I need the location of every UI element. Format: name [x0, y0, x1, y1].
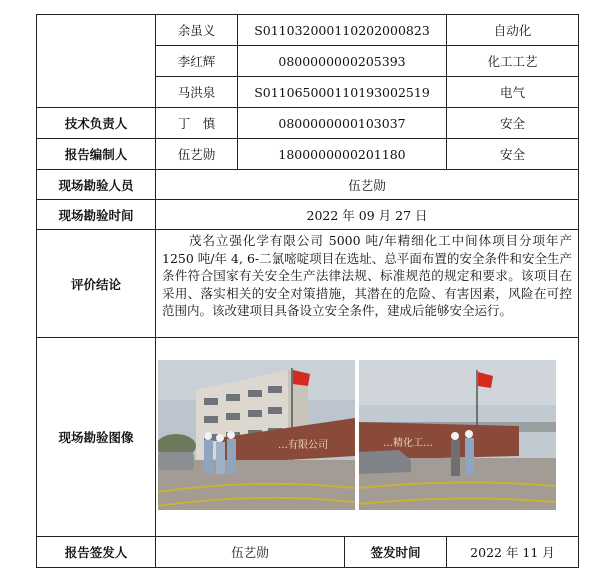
- car: [158, 452, 194, 470]
- issuer-split: [156, 537, 446, 567]
- site-time-label: 现场勘验时间: [37, 200, 156, 230]
- report-writer-name: 伍艺勋: [156, 139, 238, 170]
- report-writer-row: [37, 139, 579, 170]
- report-writer-specialty: 安全: [447, 139, 579, 170]
- site-photo-2: [359, 360, 556, 510]
- report-writer-label: 报告编制人: [37, 139, 156, 170]
- member-cert: 0800000000205393: [238, 46, 447, 77]
- car: [359, 450, 411, 474]
- gate-sign: …精化工…: [383, 438, 433, 449]
- signoff-time-label: 签发时间: [370, 545, 421, 560]
- site-photo-2-image: [359, 360, 556, 510]
- member-cert: S011032000110202000823: [238, 15, 447, 46]
- member-name: 余虽义: [156, 15, 238, 46]
- conclusion-text: 茂名立强化学有限公司 5000 吨/年精细化工中间体项目分项年产 1250 吨/年 4, 6-二氯嘧啶项目在选址、总平面布置的安全条件和安全生产条件符合国家有关安全生产法律法规、标准规范的规定和要求。该项目在采用、落实相关的安全对策措施，其潜在的危险、有害因素，风险在可控范围内。该改建项目具备设立安全条件，建成后能够安全运行。: [156, 230, 579, 338]
- technical-lead-name: 丁 慎: [156, 108, 238, 139]
- member-specialty: 自动化: [447, 15, 579, 46]
- technical-lead-row: [37, 108, 579, 139]
- team-row-1: [37, 15, 579, 46]
- site-inspector-value: 伍艺勋: [156, 170, 579, 200]
- site-inspector-row: [37, 170, 579, 200]
- site-inspector-label: 现场勘验人员: [37, 170, 156, 200]
- signoff-time-value: 2022 年 11 月: [447, 537, 579, 568]
- report-table: [36, 14, 579, 568]
- site-images-label: 现场勘验图像: [37, 338, 156, 537]
- issuer-label: 报告签发人: [37, 537, 156, 568]
- site-time-value: 2022 年 09 月 27 日: [156, 200, 579, 230]
- team-members-label-cell: [37, 15, 156, 108]
- issuer-name: [156, 537, 447, 568]
- member-specialty: 化工工艺: [447, 46, 579, 77]
- signoff-row: [37, 537, 579, 568]
- technical-lead-specialty: 安全: [447, 108, 579, 139]
- member-cert: S011065000110193002519: [238, 77, 447, 108]
- technical-lead-cert: 0800000000103037: [238, 108, 447, 139]
- issuer-name-text: 伍艺勋: [156, 537, 345, 567]
- site-photo-1-image: [158, 360, 355, 510]
- member-name: 马洪泉: [156, 77, 238, 108]
- site-images-row: [37, 338, 579, 537]
- conclusion-label: 评价结论: [37, 230, 156, 338]
- member-specialty: 电气: [447, 77, 579, 108]
- site-images-cell: [156, 338, 579, 537]
- gate-sign: …有限公司: [278, 440, 328, 451]
- technical-lead-label: 技术负责人: [37, 108, 156, 139]
- site-time-row: [37, 200, 579, 230]
- site-photo-1: [158, 360, 355, 510]
- member-name: 李红辉: [156, 46, 238, 77]
- sky-upper: [359, 360, 556, 405]
- workers: [204, 431, 236, 474]
- report-writer-cert: 1800000000201180: [238, 139, 447, 170]
- photo-wrap: [156, 338, 562, 536]
- conclusion-row: [37, 230, 579, 338]
